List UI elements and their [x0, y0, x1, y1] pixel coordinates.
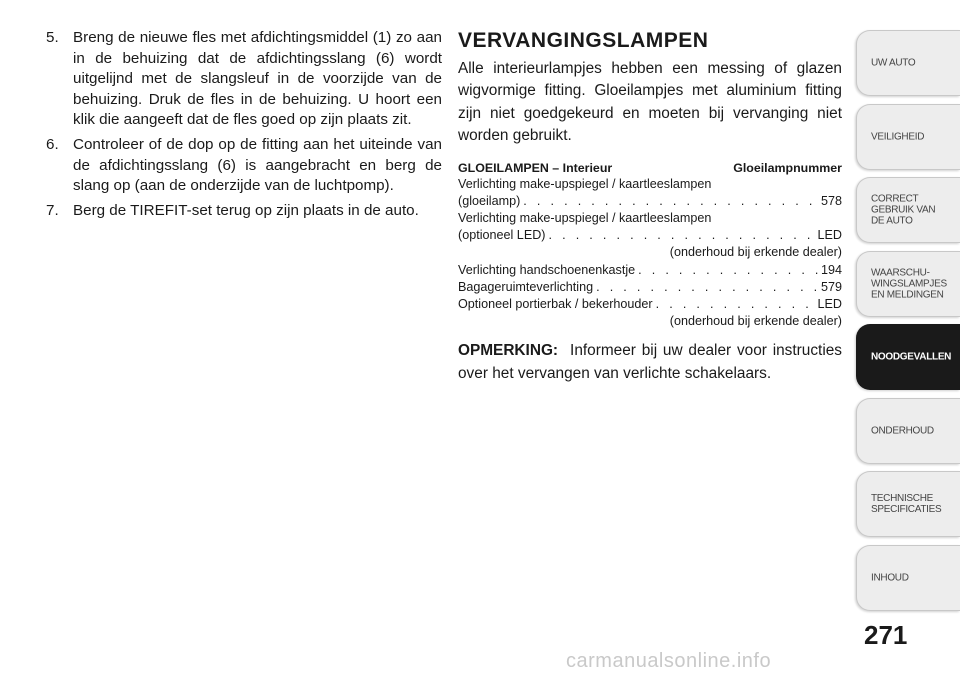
bulb-number: LED: [817, 297, 842, 312]
step-number: 5.: [46, 29, 59, 46]
tab-technische-specificaties[interactable]: [856, 471, 960, 537]
header-bulbs: GLOEILAMPEN – Interieur: [458, 160, 613, 175]
note-text: Informeer bij uw dealer voor instructies over het vervangen van verlichte schakelaars.: [458, 342, 842, 382]
bulb-number: 194: [820, 262, 842, 277]
tab-label: UW AUTO: [871, 57, 916, 69]
bulb-name: (optioneel LED): [458, 228, 546, 243]
tab-waarschuwingslampjes[interactable]: [856, 251, 960, 317]
dot-leader: [656, 296, 815, 313]
intro-paragraph: Alle interieurlampjes hebben een messing of glazen wigvormige fitting. Gloeilampjes met aluminium fitting zijn niet goedgekeurd en moeten bij vervanging niet worden gebruikt.: [458, 60, 842, 145]
bulb-name: Optioneel portierbak / bekerhouder: [458, 297, 653, 312]
tab-noodgevallen[interactable]: [856, 324, 960, 390]
bulb-row: [458, 176, 842, 210]
replacement-bulbs-section: [458, 28, 842, 401]
tab-label: CORRECT GEBRUIK VAN DE AUTO: [871, 193, 936, 227]
dot-leader: [523, 193, 818, 210]
step-number: 7.: [46, 201, 59, 219]
bulb-number: 578: [820, 193, 842, 208]
tab-correct-gebruik[interactable]: [856, 177, 960, 243]
note-paragraph: [458, 340, 842, 385]
tab-veiligheid[interactable]: [856, 104, 960, 170]
step-number: 6.: [46, 135, 59, 153]
bulb-note: (onderhoud bij erkende dealer): [669, 314, 842, 329]
bulb-row-lead: Verlichting make-upspiegel / kaartleeslampen: [458, 211, 712, 226]
bulb-note: (onderhoud bij erkende dealer): [669, 245, 842, 260]
instruction-steps: [46, 28, 442, 225]
page-number: 271: [864, 620, 908, 650]
note-label: OPMERKING:: [458, 342, 559, 360]
watermark: carmanualsonline.info: [566, 650, 772, 672]
tab-onderhoud[interactable]: [856, 398, 960, 464]
tab-label: ONDERHOUD: [871, 425, 934, 436]
step-text: Controleer of de dop op de fitting aan het uiteinde van de afdichtingsslang (6) is aangebracht en berg de slang op (aan de onderzijde van de luchtpomp).: [73, 135, 442, 195]
tab-label: VEILIGHEID: [871, 131, 925, 142]
tab-label: TECHNISCHE SPECIFICATIES: [871, 493, 942, 515]
bulb-name: Bagageruimteverlichting: [458, 279, 594, 294]
header-bulb-number: Gloeilampnummer: [733, 160, 842, 175]
tab-label: INHOUD: [871, 572, 909, 583]
bulb-row-lead: Verlichting make-upspiegel / kaartleeslampen: [458, 176, 712, 191]
tab-label: NOODGEVALLEN: [871, 351, 952, 363]
chapter-tabs: [856, 30, 960, 618]
bulb-number: LED: [817, 228, 842, 243]
bulb-row: [458, 279, 842, 296]
step-text: Berg de TIREFIT-set terug op zijn plaats in de auto.: [73, 201, 419, 219]
bulb-row: [458, 296, 842, 330]
bulb-table-header: [458, 160, 842, 176]
dot-leader: [549, 227, 815, 244]
bulb-row: [458, 210, 842, 262]
bulb-number: 579: [820, 279, 842, 294]
step-6: [46, 135, 442, 197]
tab-inhoud[interactable]: [856, 545, 960, 611]
bulb-name: (gloeilamp): [458, 193, 521, 208]
dot-leader: [638, 262, 818, 279]
bulb-row: [458, 262, 842, 279]
step-text: Breng de nieuwe fles met afdichtingsmiddel (1) zo aan in de behuizing dat de afdichtingsslang (6) wordt uitgelijnd met de slangsleuf in de voorzijde van de behuizing. Druk de fles in de behuizing. U hoort een klik die aangeeft dat de fles goed op zijn plaats zit.: [73, 29, 442, 129]
step-7: [46, 201, 442, 222]
tab-label: WAARSCHU- WINGSLAMPJES EN MELDINGEN: [871, 267, 947, 300]
section-title: VERVANGINGSLAMPEN: [458, 29, 709, 52]
dot-leader: [596, 279, 818, 296]
tab-uw-auto[interactable]: [856, 30, 960, 96]
step-5: [46, 28, 442, 131]
bulb-name: Verlichting handschoenenkastje: [458, 262, 636, 277]
bulb-table: [458, 160, 842, 331]
